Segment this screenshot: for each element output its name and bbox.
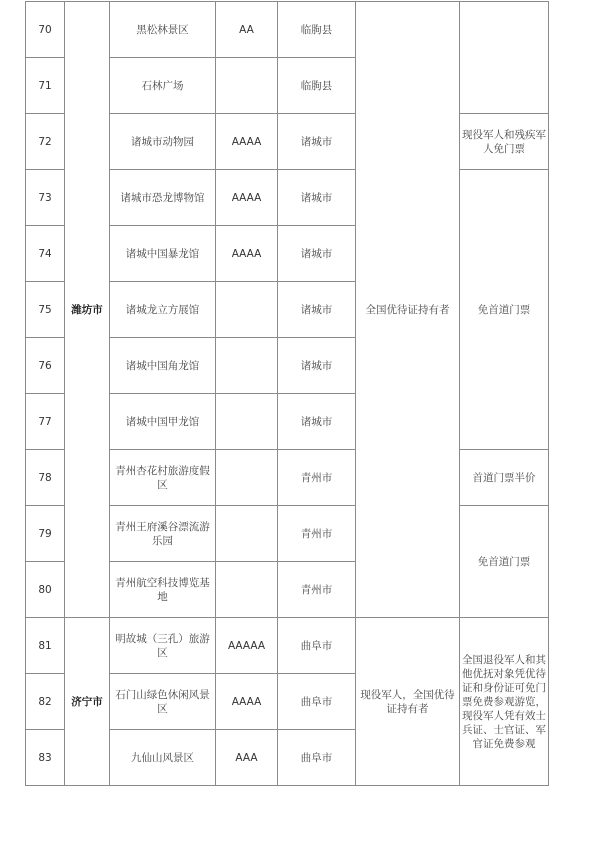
county: 曲阜市 — [278, 618, 356, 674]
row-number: 78 — [26, 450, 65, 506]
county: 临朐县 — [278, 58, 356, 114]
scenic-level: AAAA — [216, 674, 278, 730]
row-number: 83 — [26, 730, 65, 786]
scenic-level: AAAAA — [216, 618, 278, 674]
county: 诸城市 — [278, 114, 356, 170]
scenic-level: AAA — [216, 730, 278, 786]
scenic-name: 诸城市恐龙博物馆 — [110, 170, 216, 226]
scenic-name: 诸城中国角龙馆 — [110, 338, 216, 394]
row-number: 81 — [26, 618, 65, 674]
county: 诸城市 — [278, 170, 356, 226]
city-cell-weifang: 潍坊市 — [65, 2, 110, 618]
scenic-level: AAAA — [216, 170, 278, 226]
county: 曲阜市 — [278, 730, 356, 786]
county: 临朐县 — [278, 2, 356, 58]
scenic-level — [216, 338, 278, 394]
row-number: 71 — [26, 58, 65, 114]
row-number: 76 — [26, 338, 65, 394]
scenic-name: 青州航空科技博览基地 — [110, 562, 216, 618]
scenic-name: 九仙山风景区 — [110, 730, 216, 786]
row-number: 75 — [26, 282, 65, 338]
scenic-name: 明故城（三孔）旅游区 — [110, 618, 216, 674]
row-number: 82 — [26, 674, 65, 730]
benefit-cell: 首道门票半价 — [460, 450, 549, 506]
county: 曲阜市 — [278, 674, 356, 730]
scenic-level: AAAA — [216, 114, 278, 170]
scenic-name: 诸城中国甲龙馆 — [110, 394, 216, 450]
benefit-cell: 免首道门票 — [460, 506, 549, 618]
city-cell-jining: 济宁市 — [65, 618, 110, 786]
county: 青州市 — [278, 562, 356, 618]
row-number: 72 — [26, 114, 65, 170]
scenic-name: 石门山绿色休闲风景区 — [110, 674, 216, 730]
scenic-name: 青州杏花村旅游度假区 — [110, 450, 216, 506]
scenic-level: AAAA — [216, 226, 278, 282]
scenic-name: 诸城龙立方展馆 — [110, 282, 216, 338]
scenic-level — [216, 58, 278, 114]
county: 青州市 — [278, 506, 356, 562]
county: 诸城市 — [278, 282, 356, 338]
eligibility-cell-weifang: 全国优待证持有者 — [356, 2, 460, 618]
eligibility-cell-jining: 现役军人，全国优待证持有者 — [356, 618, 460, 786]
table-row — [26, 2, 549, 58]
scenic-level — [216, 506, 278, 562]
benefit-cell — [460, 2, 549, 114]
county: 诸城市 — [278, 226, 356, 282]
scenic-level — [216, 562, 278, 618]
scenic-name: 诸城市动物园 — [110, 114, 216, 170]
row-number: 73 — [26, 170, 65, 226]
scenic-name: 青州王府溪谷漂流游乐园 — [110, 506, 216, 562]
benefit-cell: 免首道门票 — [460, 170, 549, 450]
row-number: 79 — [26, 506, 65, 562]
scenic-name: 诸城中国暴龙馆 — [110, 226, 216, 282]
row-number: 74 — [26, 226, 65, 282]
scenic-name: 石林广场 — [110, 58, 216, 114]
row-number: 70 — [26, 2, 65, 58]
county: 诸城市 — [278, 338, 356, 394]
benefit-cell: 现役军人和残疾军人免门票 — [460, 114, 549, 170]
table-row — [26, 618, 549, 674]
benefit-cell: 全国退役军人和其他优抚对象凭优待证和身份证可免门票免费参观游览，现役军人凭有效士兵证、士官证、军官证免费参观 — [460, 618, 549, 786]
row-number: 77 — [26, 394, 65, 450]
county: 诸城市 — [278, 394, 356, 450]
scenic-name: 黑松林景区 — [110, 2, 216, 58]
row-number: 80 — [26, 562, 65, 618]
scenic-spots-table — [25, 1, 549, 786]
scenic-level — [216, 394, 278, 450]
scenic-level: AA — [216, 2, 278, 58]
scenic-level — [216, 450, 278, 506]
scenic-level — [216, 282, 278, 338]
county: 青州市 — [278, 450, 356, 506]
